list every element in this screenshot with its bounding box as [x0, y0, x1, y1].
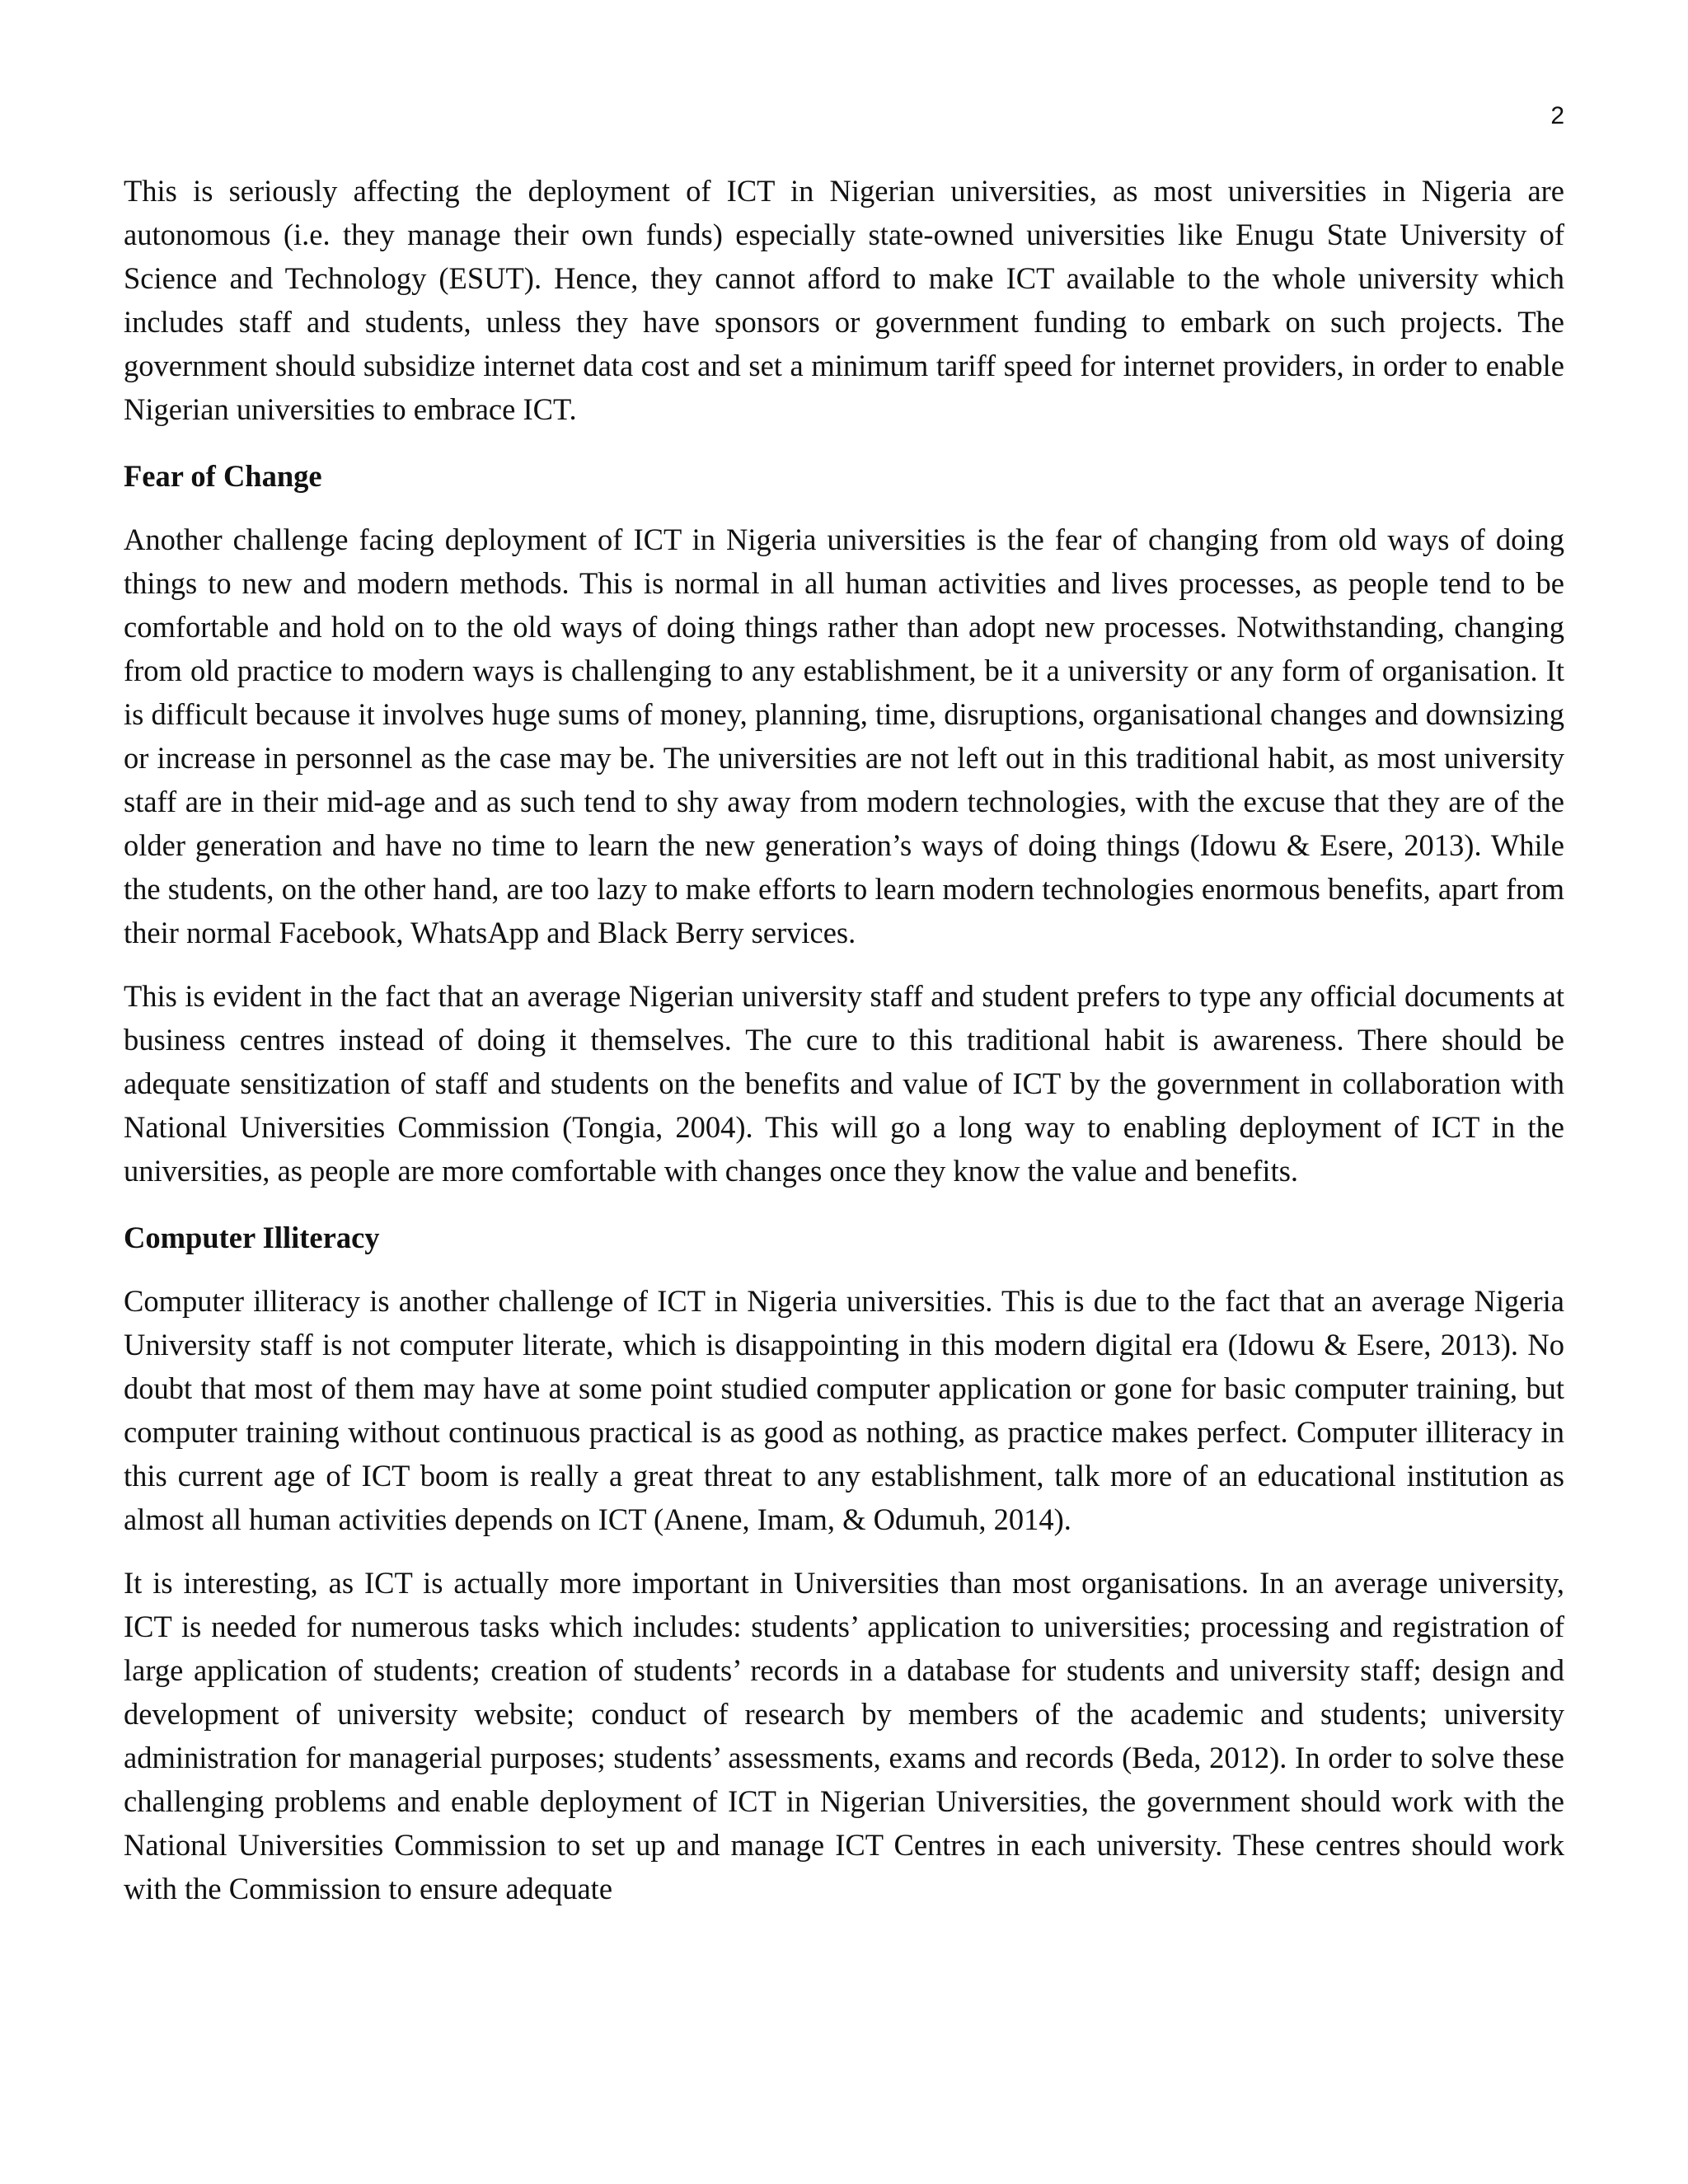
spacer — [124, 1193, 1564, 1216]
paragraph-awareness: This is evident in the fact that an average Nigerian university staff and student prefers to type any official documents at business centres instead of doing it themselves. The cure to this traditional habit is awareness. There should be adequate sensitization of staff and students on the benefits and value of ICT by the government in collaboration with National Universities Commission (Tongia, 2004). This will go a long way to enabling deployment of ICT in the universities, as people are more comfortable with changes once they know the value and benefits. — [124, 979, 1564, 1188]
spacer — [124, 954, 1564, 974]
spacer — [124, 498, 1564, 518]
page-number: 2 — [1550, 102, 1564, 129]
heading-fear-of-change: Fear of Change — [124, 459, 322, 493]
spacer — [124, 1259, 1564, 1279]
document-body — [124, 169, 1564, 1910]
paragraph-ict-importance: It is interesting, as ICT is actually more important in Universities than most organisations. In an average university, ICT is needed for numerous tasks which includes: students’ application to universities; processing and registration of large application of students; creation of students’ records in a database for students and university staff; design and development of university website; conduct of research by members of the academic and students; university administration for managerial purposes; students’ assessments, exams and records (Beda, 2012). In order to solve these challenging problems and enable deployment of ICT in Nigerian Universities, the government should work with the National Universities Commission to set up and manage ICT Centres in each university. These centres should work with the Commission to ensure adequate — [124, 1566, 1564, 1905]
paragraph-fear-of-change: Another challenge facing deployment of ICT in Nigeria universities is the fear of changing from old ways of doing things to new and modern methods. This is normal in all human activities and lives processes, as people tend to be comfortable and hold on to the old ways of doing things rather than adopt new processes. Notwithstanding, changing from old practice to modern ways is challenging to any establishment, be it a university or any form of organisation. It is difficult because it involves huge sums of money, planning, time, disruptions, organisational changes and downsizing or increase in personnel as the case may be. The universities are not left out in this traditional habit, as most university staff are in their mid-age and as such tend to shy away from modern technologies, with the excuse that they are of the older generation and have no time to learn the new generation’s ways of doing things (Idowu & Esere, 2013). While the students, on the other hand, are too lazy to make efforts to learn modern technologies enormous benefits, apart from their normal Facebook, WhatsApp and Black Berry services. — [124, 523, 1564, 949]
paragraph-computer-illiteracy: Computer illiteracy is another challenge of ICT in Nigeria universities. This is due to the fact that an average Nigeria University staff is not computer literate, which is disappointing in this modern digital era (Idowu & Esere, 2013). No doubt that most of them may have at some point studied computer application or gone for basic computer training, but computer training without continuous practical is as good as nothing, as practice makes perfect. Computer illiteracy in this current age of ICT boom is really a great threat to any establishment, talk more of an educational institution as almost all human activities depends on ICT (Anene, Imam, & Odumuh, 2014). — [124, 1284, 1564, 1536]
paragraph-funding: This is seriously affecting the deployment of ICT in Nigerian universities, as most universities in Nigeria are autonomous (i.e. they manage their own funds) especially state-owned universities like Enugu State University of Science and Technology (ESUT). Hence, they cannot afford to make ICT available to the whole university which includes staff and students, unless they have sponsors or government funding to embark on such projects. The government should subsidize internet data cost and set a minimum tariff speed for internet providers, in order to enable Nigerian universities to embrace ICT. — [124, 174, 1564, 426]
spacer — [124, 1541, 1564, 1561]
heading-computer-illiteracy: Computer Illiteracy — [124, 1221, 380, 1254]
spacer — [124, 431, 1564, 454]
